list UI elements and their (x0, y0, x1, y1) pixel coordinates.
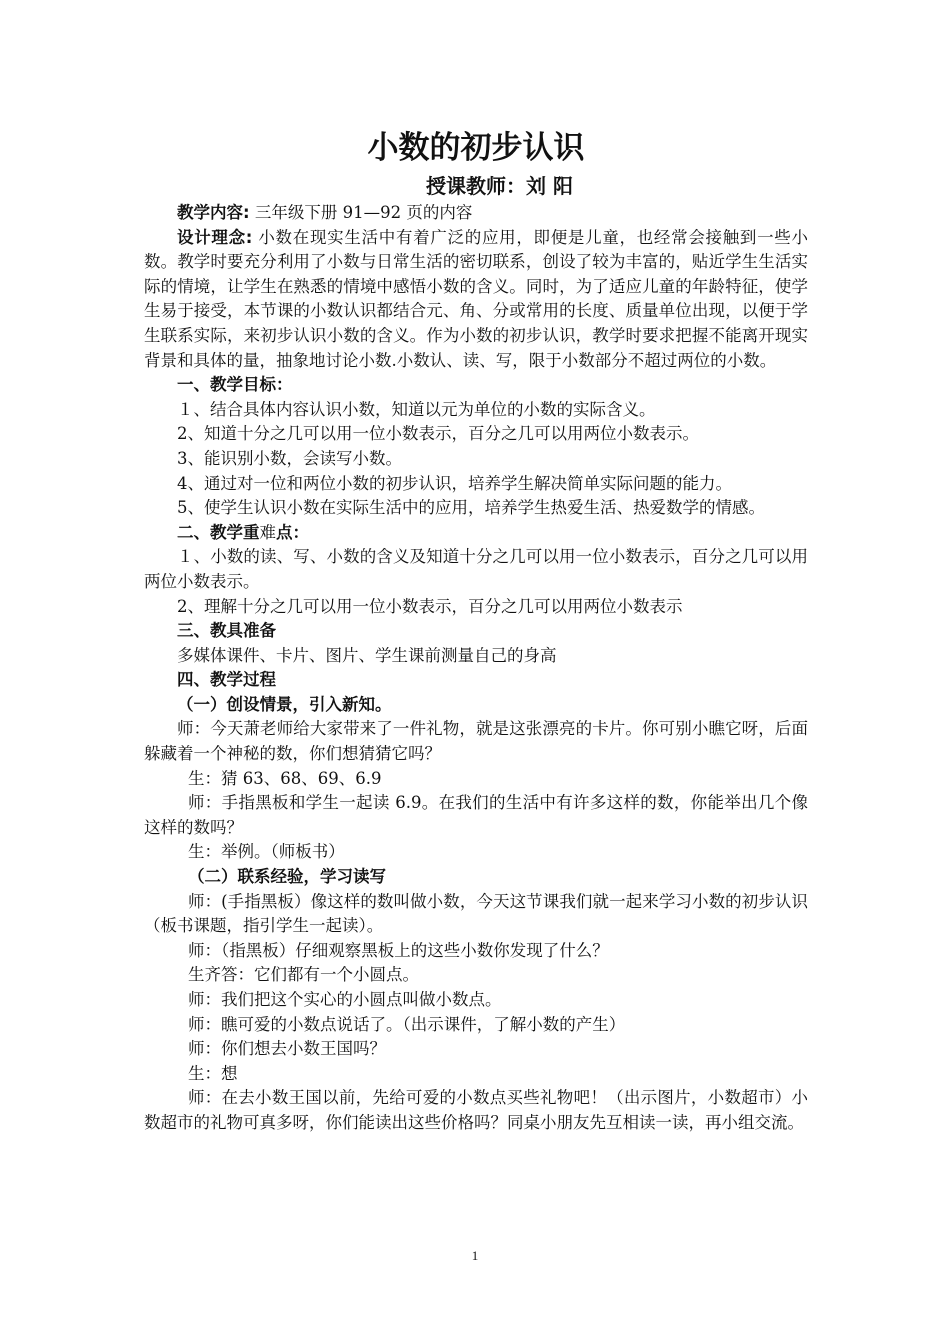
process-subheading-1: （一）创设情景，引入新知。 (177, 694, 392, 714)
goal-item: 4、通过对一位和两位小数的初步认识，培养学生解决简单实际问题的能力。 (177, 473, 732, 493)
dialogue-line: 师：在去小数王国以前，先给可爱的小数点买些礼物吧！（出示图片，小数超市）小数超市的礼物可真多呀，你们能读出这些价格吗？同桌小朋友先互相读一读，再小组交流。 (144, 1088, 808, 1132)
document-page (144, 120, 808, 1136)
teaching-content-text: 三年级下册 91—92 页的内容 (254, 203, 473, 222)
tools-heading: 三、教具准备 (177, 621, 276, 641)
dialogue-line: 生齐答：它们都有一个小圆点。 (188, 965, 419, 985)
tools-text: 多媒体课件、卡片、图片、学生课前测量自己的身高 (177, 645, 557, 665)
goal-item: １、结合具体内容认识小数，知道以元为单位的小数的实际含义。 (177, 399, 656, 419)
teaching-content (144, 201, 808, 226)
dialogue-line: 师：（指黑板）仔细观察黑板上的这些小数你发现了什么？ (188, 940, 609, 960)
process-subheading-2: （二）联系经验，学习读写 (188, 867, 386, 887)
dialogue-line: 师：(手指黑板）像这样的数叫做小数，今天这节课我们就一起来学习小数的初步认识（板书课题，指引学生一起读）。 (144, 891, 808, 936)
dialogue-line: 生：想 (188, 1063, 238, 1083)
keypoints-heading-b: 难 (259, 522, 276, 542)
document-title: 小数的初步认识 (367, 130, 585, 166)
teaching-content-label: 教学内容: (177, 203, 250, 222)
goal-item: 3、能识别小数，会读写小数。 (177, 448, 402, 468)
dialogue-line: 生：举例。（师板书） (188, 842, 345, 862)
keypoints-heading-c: 点： (276, 522, 309, 542)
design-concept-text: 小数在现实生活中有着广泛的应用，即便是儿童，也经常会接触到一些小数。教学时要充分利用了小数与日常生活的密切联系，创设了较为丰富的，贴近学生生活实际的情境，让学生在熟悉的情境中感悟小数的含义。同时，为了适应儿童的年龄特征，使学生易于接受，本节课的小数认识都结合元、角、分或常用的长度、质量单位出现，以便于学生联系实际，来初步认识小数的含义。作为小数的初步认识，教学时要求把握不能离开现实背景和具体的量，抽象地讨论小数.小数认、读、写，限于小数部分不超过两位的小数。 (144, 227, 809, 370)
dialogue-line: 生：猜 63、68、69、6.9 (188, 768, 382, 788)
dialogue-line: 师：瞧可爱的小数点说话了。（出示课件，了解小数的产生） (188, 1014, 626, 1034)
keypoint-item: 2、理解十分之几可以用一位小数表示，百分之几可以用两位小数表示 (177, 596, 683, 616)
process-heading: 四、教学过程 (177, 670, 276, 690)
page-number: 1 (471, 1248, 479, 1263)
dialogue-line: 师：手指黑板和学生一起读 6.9。在我们的生活中有许多这样的数，你能举出几个像这样的数吗？ (144, 793, 808, 837)
keypoint-item: １、小数的读、写、小数的含义及知道十分之几可以用一位小数表示，百分之几可以用两位小数表示。 (144, 547, 808, 591)
dialogue-line: 师：你们想去小数王国吗？ (188, 1039, 386, 1059)
dialogue-line: 师：今天萧老师给大家带来了一件礼物，就是这张漂亮的卡片。你可别小瞧它呀，后面躲藏着一个神秘的数，你们想猜猜它吗？ (144, 719, 808, 764)
teacher-line: 授课教师：刘 阳 (426, 174, 573, 198)
keypoints-heading-a: 二、教学重 (177, 522, 260, 542)
design-concept-label: 设计理念: (177, 227, 253, 247)
goals-heading: 一、教学目标： (177, 375, 293, 395)
dialogue-line: 师：我们把这个实心的小圆点叫做小数点。 (188, 990, 502, 1009)
goal-item: 2、知道十分之几可以用一位小数表示，百分之几可以用两位小数表示。 (177, 424, 699, 444)
design-concept (144, 226, 808, 374)
keypoints-heading (144, 521, 808, 546)
goal-item: 5、使学生认识小数在实际生活中的应用，培养学生热爱生活、热爱数学的情感。 (177, 498, 765, 518)
